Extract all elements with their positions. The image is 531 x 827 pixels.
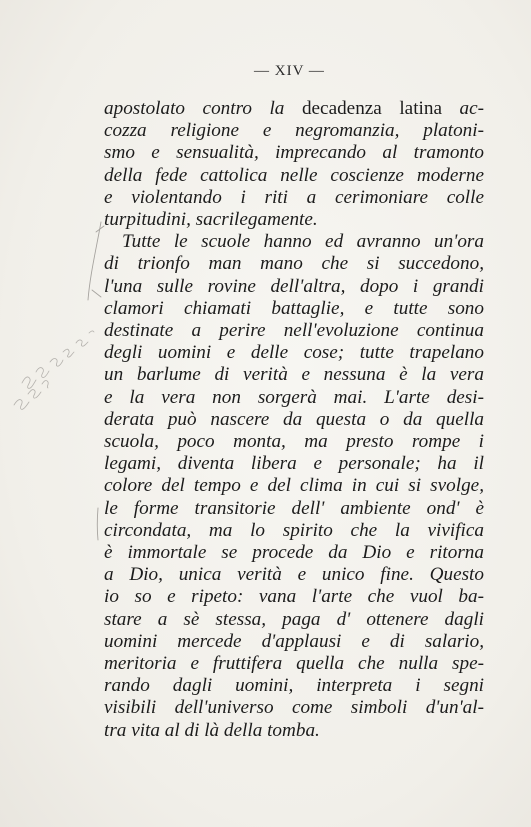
text-line: le forme transitorie dell' ambiente ond' è	[104, 497, 484, 519]
text-line: visibili dell'universo come simboli d'un'al-	[104, 697, 484, 719]
text-line: e la vera non sorgerà mai. L'arte desi-	[104, 386, 484, 408]
text-line: scuola, poco monta, ma presto rompe i	[104, 431, 484, 453]
text-line: stare a sè stessa, paga d' ottenere dagli	[104, 608, 484, 630]
text-line: meritoria e fruttifera quella che nulla spe-	[104, 653, 484, 675]
text-line: legami, diventa libera e personale; ha il	[104, 453, 484, 475]
handwritten-margin-note	[14, 331, 94, 409]
text-line: io so e ripeto: vana l'arte che vuol ba-	[104, 586, 484, 608]
text-line: cozza religione e negromanzia, platoni-	[104, 120, 484, 142]
text-line: turpitudini, sacrilegamente.	[104, 209, 318, 231]
text-line: uomini mercede d'applausi e di salario,	[104, 630, 484, 652]
text-line: clamori chiamati battaglie, e tutte sono	[104, 297, 484, 319]
text-line: smo e sensualità, imprecando al tramonto	[104, 142, 484, 164]
text-line: circondata, ma lo spirito che la vivifica	[104, 519, 484, 541]
text-line: a Dio, unica verità e unico fine. Questo	[104, 564, 484, 586]
text-line: apostolato contro la decadenza latina ac-	[104, 98, 484, 119]
text-line: Tutte le scuole hanno ed avranno un'ora	[122, 231, 484, 253]
text-line: colore del tempo e del clima in cui si svolge,	[104, 475, 484, 497]
text-line: è immortale se procede da Dio e ritorna	[104, 542, 484, 564]
text-line: rando dagli uomini, interpreta i segni	[104, 675, 484, 697]
text-line: di trionfo man mano che si succedono,	[104, 253, 484, 275]
text-line: derata può nascere da questa o da quella	[104, 408, 484, 430]
pencil-bracket-line	[88, 222, 101, 300]
body-text	[104, 98, 484, 742]
text-line: tra vita al di là della tomba.	[104, 719, 320, 741]
page-number: — XIV —	[254, 63, 325, 79]
text-line: degli uomini e delle cose; tutte trapelano	[104, 342, 484, 364]
pencil-tick-mark	[97, 508, 98, 540]
text-line: un barlume di verità e nessuna è la vera	[104, 364, 484, 386]
text-line: l'una sulle rovine dell'altra, dopo i grandi	[104, 275, 484, 297]
text-line: della fede cattolica nelle coscienze moderne	[104, 164, 484, 186]
text-line: destinate a perire nell'evoluzione continua	[104, 320, 484, 342]
text-line: e violentando i riti a cerimoniare colle	[104, 186, 484, 208]
